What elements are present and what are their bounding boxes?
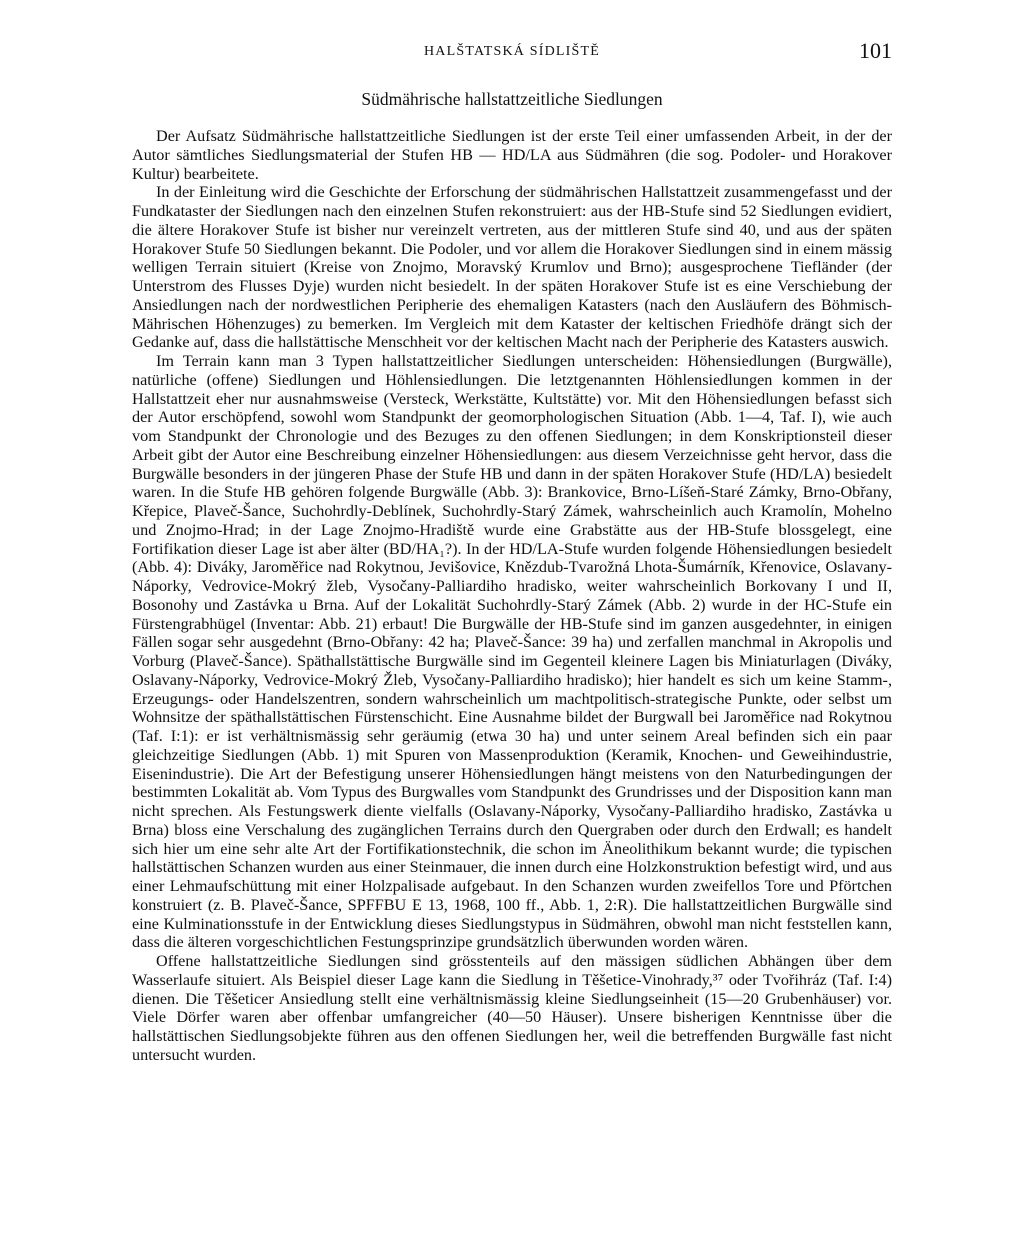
running-header [132, 38, 892, 68]
article-title: Südmährische hallstattzeitliche Siedlungen [361, 89, 663, 109]
page-number: 101 [859, 38, 892, 63]
article-body [132, 127, 892, 1065]
paragraph-introduction-summary: In der Einleitung wird die Geschichte der Erforschung der südmährischen Hallstattzeit zusammengefasst und der Fundkataster der Siedlungen nach den einzelnen Stufen rekonstruiert: aus der HB-Stufe sind 52 Siedlungen evidiert, die ältere Horakover Stufe ist bisher nur vereinzelt vertreten, aus der mittleren Stufe sind 40, und aus der späten Horakover Stufe 50 Siedlungen bekannt. Die Podoler, und vor allem die Horakover Siedlungen sind in einem mässig welligen Terrain situiert (Kreise von Znojmo, Moravský Krumlov und Brno); ausgesprochene Tiefländer (der Unterstrom des Flusses Dyje) wurden nicht besiedelt. In der späten Horakover Stufe ist es eine Verschiebung der Ansiedlungen nach der nordwestlichen Peripherie des ehemaligen Katasters (nach den Ausläufern des Böhmisch-Mährischen Höhenzuges) zu bemerken. Im Vergleich mit dem Kataster der keltischen Friedhöfe drängt sich der Gedanke auf, dass die hallstättische Menschheit vor der keltischen Macht nach der Peripherie des Katasters auswich. [132, 183, 892, 352]
paragraph-settlement-types: Im Terrain kann man 3 Typen hallstattzeitlicher Siedlungen unterscheiden: Höhensiedlungen (Burgwälle), natürliche (offene) Siedlungen und Höhlensiedlungen. Die letztgenannten Höhlensiedlungen kommen in der Hallstattzeit eher nur ausnahmsweise (Versteck, Werkstätte, Kultstätte) vor. Mit den Höhensiedlungen befasst sich der Autor erschöpfend, sowohl wom Standpunkt der geomorphologischen Situation (Abb. 1—4, Taf. I), wie auch vom Standpunkt der Chronologie und des Bezuges zu den offenen Siedlungen; in dem Konskriptionsteil dieser Arbeit gibt der Autor eine Beschreibung einzelner Höhensiedlungen: aus diesem Verzeichnisse geht hervor, dass die Burgwälle besonders in der jüngeren Phase der Stufe HB und dann in der späten Horakover Stufe (HD/LA) besiedelt waren. In die Stufe HB gehören folgende Burgwälle (Abb. 3): Brankovice, Brno-Líšeň-Staré Zámky, Brno-Obřany, Křepice, Plaveč-Šance, Suchohrdly-Deblínek, Suchohrdly-Starý Zámek, wahrscheinlich auch Kramolín, Mohelno und Znojmo-Hrad; in der Lage Znojmo-Hradiště wurde eine Grabstätte aus der HB-Stufe blossgelegt, eine Fortifikation dieser Lage ist aber älter (BD/HA₁?). In der HD/LA-Stufe wurden folgende Höhensiedlungen besiedelt (Abb. 4): Diváky, Jaroměřice nad Rokytnou, Jevišovice, Knězdub-Tvarožná Lhota-Šumárník, Křenovice, Oslavany-Náporky, Vedrovice-Mokrý žleb, Vysočany-Palliardiho hradisko, weiter wahrscheinlich Borkovany I und II, Bosonohy und Zastávka u Brna. Auf der Lokalität Suchohrdly-Starý Zámek (Abb. 2) wurde in der HC-Stufe ein Fürstengrabhügel (Inventar: Abb. 21) erbaut! Die Burgwälle der HB-Stufe sind im ganzen ausgedehnter, in einigen Fällen sogar sehr ausgedehnt (Brno-Obřany: 42 ha; Plaveč-Šance: 39 ha) und zerfallen manchmal in Akropolis und Vorburg (Plaveč-Šance). Späthallstättische Burgwälle sind im Gegenteil kleinere Lagen bis Miniaturlagen (Diváky, Oslavany-Náporky, Vedrovice-Mokrý Žleb, Vysočany-Palliardiho hradisko); hier handelt es sich um keine Stamm-, Erzeugungs- oder Handelszentren, sondern wahrscheinlich um machtpolitisch-strategische Punkte, oder selbst um Wohnsitze der späthallstättischen Fürstenschicht. Eine Ausnahme bildet der Burgwall bei Jaroměřice nad Rokytnou (Taf. I:1): er ist verhältnismässig sehr geräumig (etwa 30 ha) und unter seinem Areal befinden sich ein paar gleichzeitige Siedlungen (Abb. 1) mit Spuren von Massenproduktion (Keramik, Knochen- und Geweihindustrie, Eisenindustrie). Die Art der Befestigung unserer Höhensiedlungen hängt meistens von den Naturbedingungen der bestimmten Lokalität ab. Vom Typus des Burgwalles vom Standpunkt des Grundrisses und der Disposition kann man nicht sprechen. Als Festungswerk diente vielfalls (Oslavany-Náporky, Vysočany-Palliardiho hradisko, Zastávka u Brna) bloss eine Verschalung des zugänglichen Terrains durch den Quergraben oder durch den Erdwall; es handelt sich hier um eine sehr alte Art der Fortifikationstechnik, die schon im Äneolithikum bekannt wurde; die typischen hallstättischen Schanzen wurden aus einer Steinmauer, die innen durch eine Holzkonstruktion befestigt wird, und aus einer Lehmaufschüttung mit einer Holzpalisade aufgebaut. In den Schanzen wurden zweifellos Tore und Pförtchen konstruiert (z. B. Plaveč-Šance, SPFFBU E 13, 1968, 100 ff., Abb. 1, 2:R). Die hallstattzeitlichen Burgwälle sind eine Kulminationsstufe in der Entwicklung dieses Siedlungstypus in Südmähren, obwohl man nicht feststellen kann, dass die älteren vorgeschichtlichen Festungsprinzipe grundsätzlich überwunden worden wären. [132, 352, 892, 952]
paragraph-intro: Der Aufsatz Südmährische hallstattzeitliche Siedlungen ist der erste Teil einer umfassenden Arbeit, in der der Autor sämtliches Siedlungsmaterial der Stufen HB — HD/LA aus Südmähren (die sog. Podoler- und Horakover Kultur) bearbeitete. [132, 127, 892, 183]
running-title: HALŠTATSKÁ SÍDLIŠTĚ [423, 44, 601, 59]
paragraph-open-settlements: Offene hallstattzeitliche Siedlungen sind grösstenteils auf den mässigen südlichen Abhängen über dem Wasserlaufe situiert. Als Beispiel dieser Lage kann die Siedlung in Těšetice-Vinohrady,³⁷ oder Tvořihráz (Taf. I:4) dienen. Die Těšeticer Ansiedlung stellt eine verhältnismässig kleine Siedlungseinheit (15—20 Grubenhäuser) vor. Viele Dörfer waren aber offenbar umfangreicher (40—50 Häuser). Unsere bisherigen Kenntnisse über die hallstättischen Siedlungsobjekte führen aus den offenen Siedlungen her, weil die betreffenden Burgwälle fast nicht untersucht wurden. [132, 952, 892, 1064]
